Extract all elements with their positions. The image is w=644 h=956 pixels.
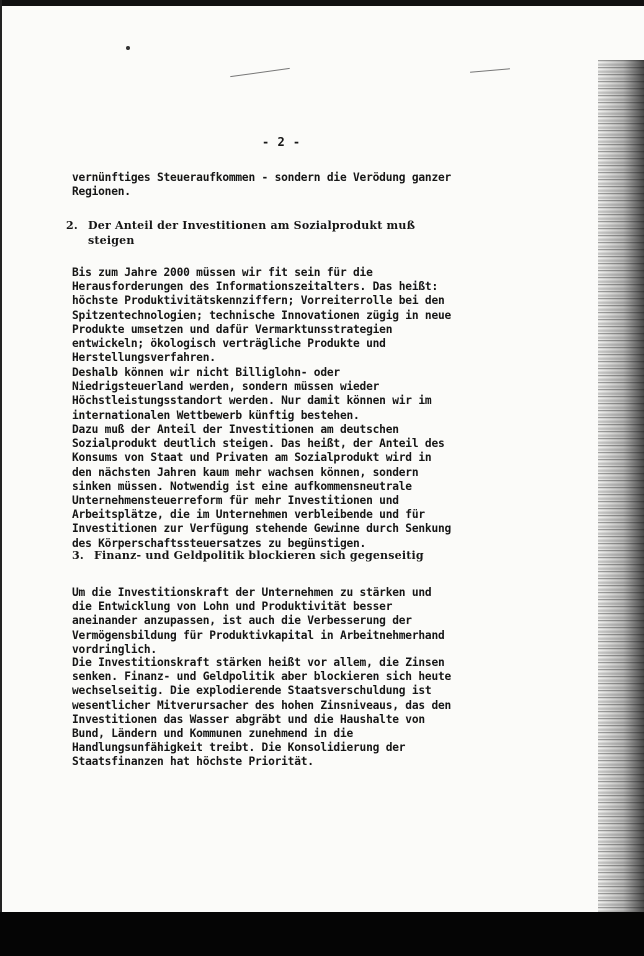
text-line: Spitzentechnologien; technische Innovationen zügig in neue [72, 308, 452, 322]
section-number: 3. [72, 549, 84, 562]
text-line: sinken müssen. Notwendig ist eine aufkommensneutrale [72, 479, 412, 493]
paragraph [72, 586, 502, 657]
text-line: Höchstleistungsstandort werden. Nur damit können wir im [72, 394, 432, 408]
paragraph [72, 266, 502, 365]
section-title-line: Der Anteil der Investitionen am Sozialprodukt muß [88, 219, 416, 232]
text-line: senken. Finanz- und Geldpolitik aber blockieren sich heute [72, 670, 452, 684]
text-line: Sozialprodukt deutlich steigen. Das heißt, der Anteil des [72, 437, 445, 451]
section-title-line: steigen [88, 234, 135, 247]
text-line: vordringlich. [72, 642, 157, 656]
page-number: - 2 - [262, 135, 301, 149]
text-line: wechselseitig. Die explodierende Staatsverschuldung ist [72, 684, 432, 698]
text-line: Um die Investitionskraft der Unternehmen zu stärken und [72, 586, 432, 599]
text-line: Investitionen zur Verfügung stehende Gewinne durch Senkung [72, 522, 452, 536]
text-line: Niedrigsteuerland werden, sondern müssen wieder [72, 380, 380, 394]
scan-top-edge [0, 0, 644, 6]
text-line: vernünftiges Steueraufkommen - sondern die Verödung ganzer [72, 171, 452, 184]
text-line: Bis zum Jahre 2000 müssen wir fit sein für die [72, 266, 373, 279]
text-line: entwickeln; ökologisch verträgliche Produkte und [72, 337, 386, 351]
text-line: Vermögensbildung für Produktivkapital in Arbeitnehmerhand [72, 628, 445, 642]
scan-streak [470, 68, 510, 72]
text-line: wesentlicher Mitverursacher des hohen Zinsniveaus, das den [72, 698, 452, 712]
text-line: Produkte umsetzen und dafür Vermarktunsstrategien [72, 322, 393, 336]
scan-right-edge-noise [598, 60, 644, 912]
text-line: Arbeitsplätze, die im Unternehmen verbleibende und für [72, 508, 425, 522]
text-line: den nächsten Jahren kaum mehr wachsen können, sondern [72, 465, 419, 479]
paragraph [72, 656, 502, 770]
text-line: Regionen. [72, 185, 131, 199]
text-line: die Entwicklung von Lohn und Produktivität besser [72, 600, 393, 614]
scan-speck [126, 46, 130, 50]
text-line: Investitionen das Wasser abgräbt und die Haushalte von [72, 712, 425, 726]
text-line: internationalen Wettbewerb künftig bestehen. [72, 408, 360, 422]
text-line: Dazu muß der Anteil der Investitionen am deutschen [72, 423, 399, 436]
scan-left-edge [0, 0, 2, 956]
section-number: 2. [66, 219, 78, 232]
text-line: Staatsfinanzen hat höchste Priorität. [72, 755, 314, 769]
section-3-heading [72, 548, 502, 563]
text-line: Bund, Ländern und Kommunen zunehmend in die [72, 727, 354, 741]
text-line: Herausforderungen des Informationszeitalters. Das heißt: [72, 280, 438, 294]
text-line: Handlungsunfähigkeit treibt. Die Konsolidierung der [72, 741, 406, 755]
paragraph [72, 423, 502, 551]
intro-paragraph [72, 171, 502, 199]
section-2-heading [66, 218, 496, 248]
text-line: des Körperschaftssteuersatzes zu begünstigen. [72, 536, 367, 550]
text-line: aneinander anzupassen, ist auch die Verbesserung der [72, 614, 412, 628]
scan-bottom-band [0, 912, 644, 956]
text-line: Unternehmensteuerreform für mehr Investitionen und [72, 494, 399, 508]
section-title-line: Finanz- und Geldpolitik blockieren sich gegenseitig [94, 549, 424, 562]
text-line: Die Investitionskraft stärken heißt vor allem, die Zinsen [72, 656, 445, 669]
text-line: Konsums von Staat und Privaten am Sozialprodukt wird in [72, 451, 432, 465]
text-line: Deshalb können wir nicht Billiglohn- oder [72, 366, 340, 379]
scan-streak [230, 68, 290, 77]
text-line: höchste Produktivitätskennziffern; Vorreiterrolle bei den [72, 294, 445, 308]
paragraph [72, 366, 502, 423]
text-line: Herstellungsverfahren. [72, 351, 216, 365]
